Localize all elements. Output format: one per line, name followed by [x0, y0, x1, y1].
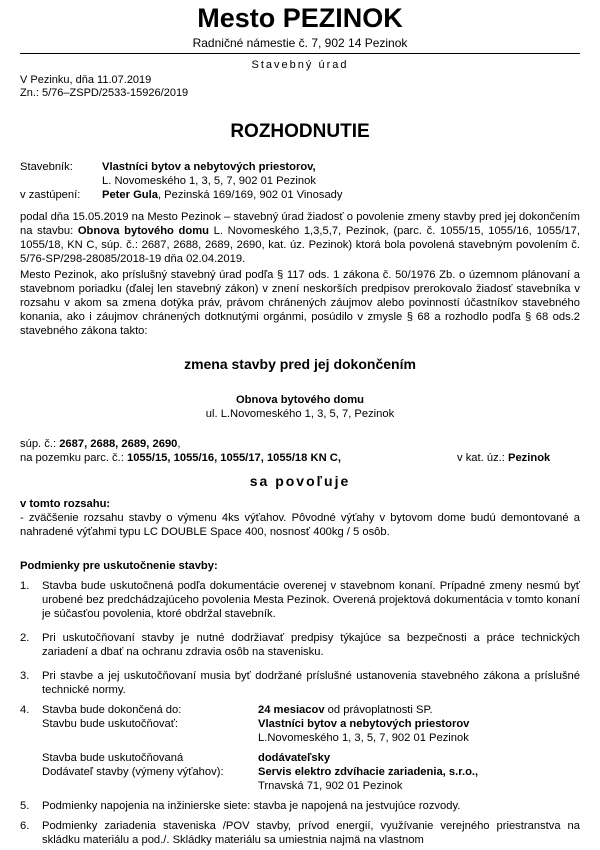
sup-values: 2687, 2688, 2689, 2690	[59, 438, 178, 450]
project-name: Obnova bytového domu	[235, 394, 365, 406]
representative-label: v zastúpení:	[20, 189, 81, 201]
completion-period: 24 mesiacov	[258, 704, 325, 716]
request-text-a: podal dňa 15.05.2019 na Mesto Pezinok – stavebný úrad žiadosť o povolenie zmeny stavby pred jej dokončením na stavbu:	[20, 211, 580, 237]
condition-text: Pri stavbe a jej uskutočňovaní musia byť dodržané príslušné ustanovenia stavebného zákona a príslušné technické normy.	[42, 670, 580, 696]
conditions-heading: Podmienky pre uskutočnenie stavby:	[20, 560, 218, 572]
supplier-address: Trnavská 71, 902 01 Pezinok	[258, 780, 403, 792]
cadastre-sup	[20, 437, 580, 451]
execution-mode: dodávateľsky	[258, 752, 331, 764]
executor-address: L.Novomeského 1, 3, 5, 7, 902 01 Pezinok	[258, 732, 469, 744]
request-paragraph	[20, 210, 580, 266]
parc-values: 1055/15, 1055/16, 1055/17, 1055/18 KN C,	[126, 452, 341, 464]
document-title: ROZHODNUTIE	[230, 121, 370, 142]
scope-label: v tomto rozsahu:	[20, 498, 111, 510]
condition-number: 1.	[20, 580, 30, 592]
completion-value	[258, 703, 580, 717]
sup-tail: ,	[177, 438, 181, 450]
builder-name: Vlastníci bytov a nebytových priestorov,	[102, 161, 316, 173]
request-text-c: L. Novomeského 1,3,5,7, Pezinok, (parc. č. 1055/15, 1055/16, 1055/17, 1055/18, KN C, súp. č.: 2687, 2688, 2689, 2690, kat. úz. Pezinok) ktorá bola povolená stavebným povolením č. 5/76-SP/298-28085/2018-19 dňa 02.04.2019.	[20, 225, 580, 265]
condition-number: 4.	[20, 704, 30, 716]
reference-number: Zn.: 5/76–ZSPD/2533-15926/2019	[20, 87, 189, 99]
builder-label: Stavebník:	[20, 161, 73, 173]
parc-label: na pozemku parc. č.:	[20, 452, 127, 464]
executor-name: Vlastníci bytov a nebytových priestorov	[258, 718, 470, 730]
condition-number: 2.	[20, 632, 30, 644]
representative	[102, 188, 582, 202]
representative-address: , Pezinská 169/169, 902 01 Vinosady	[157, 189, 343, 201]
kat-label: v kat. úz.:	[457, 452, 508, 464]
office-name: Stavebný úrad	[251, 59, 349, 71]
issue-date: V Pezinku, dňa 11.07.2019	[20, 74, 152, 86]
permit-heading: sa povoľuje	[249, 473, 351, 489]
city-address: Radničné námestie č. 7, 902 14 Pezinok	[192, 36, 408, 50]
header-divider	[20, 53, 580, 54]
completion-rest: od právoplatnosti SP.	[324, 704, 433, 716]
sup-label: súp. č.:	[20, 438, 60, 450]
condition-text: Podmienky zariadenia staveniska /POV stavby, prívod energií, využívanie verejného priestranstva na skládku materiálu a pod./. Skládky materiálu sa umiestnia najmä na vlastnom	[42, 820, 580, 846]
kat-value: Pezinok	[507, 452, 551, 464]
supplier-label: Dodávateľ stavby (výmeny výťahov):	[42, 766, 224, 778]
representative-name: Peter Gula	[102, 189, 158, 201]
condition-text: Podmienky napojenia na inžinierske siete: stavba je napojená na jestvujúce rozvody.	[42, 800, 461, 812]
decision-title: zmena stavby pred jej dokončením	[184, 356, 416, 372]
city-title: Mesto PEZINOK	[197, 3, 403, 33]
completion-label: Stavba bude dokončená do:	[42, 704, 182, 716]
scope-text: - zväčšenie rozsahu stavby o výmenu 4ks výťahov. Pôvodné výťahy v bytovom dome budú demontované a nahradené výťahmi typu LC DOUBLE Space 400, nosnosť 400kg / 5 osôb.	[20, 512, 580, 538]
condition-number: 6.	[20, 820, 30, 832]
condition-text: Stavba bude uskutočnená podľa dokumentácie overenej v stavebnom konaní. Prípadné zmeny nesmú byť urobené bez predchádzajúceho povolenia Mesta Pezinok. Overená projektová dokumentácia v tomto konaní je súčasťou povolenia, ktoré obdržal stavebník.	[42, 580, 580, 620]
supplier-name: Servis elektro zdvíhacie zariadenia, s.r.o.,	[258, 766, 479, 778]
cadastre-kat	[457, 451, 550, 465]
execution-mode-label: Stavba bude uskutočňovaná	[42, 752, 184, 764]
authority-paragraph: Mesto Pezinok, ako príslušný stavebný úrad podľa § 117 ods. 1 zákona č. 50/1976 Zb. o územnom plánovaní a stavebnom poriadku (ďalej len stavebný zákon) v znení neskorších predpisov prerokovalo žiadosť stavebníka v rozsahu v akom sa zmena dotýka práv, právom chránených záujmov alebo povinností účastníkov stavebného konania, ako i záujmov chránených dotknutými orgánmi, posúdilo v zmysle § 68 a rozhodlo podľa § 68 ods.2 stavebného zákona takto:	[20, 269, 580, 337]
condition-number: 5.	[20, 800, 30, 812]
request-project-name: Obnova bytového domu	[77, 225, 209, 237]
builder-address: L. Novomeského 1, 3, 5, 7, 902 01 Pezinok	[102, 175, 316, 187]
condition-number: 3.	[20, 670, 30, 682]
condition-text: Pri uskutočňovaní stavby je nutné dodržiavať predpisy týkajúce sa bezpečnosti a práce technických zariadení a dbať na ochranu zdravia osôb na stavenisku.	[42, 632, 580, 658]
project-address: ul. L.Novomeského 1, 3, 5, 7, Pezinok	[205, 408, 395, 420]
executor-label: Stavbu bude uskutočňovať:	[42, 718, 179, 730]
